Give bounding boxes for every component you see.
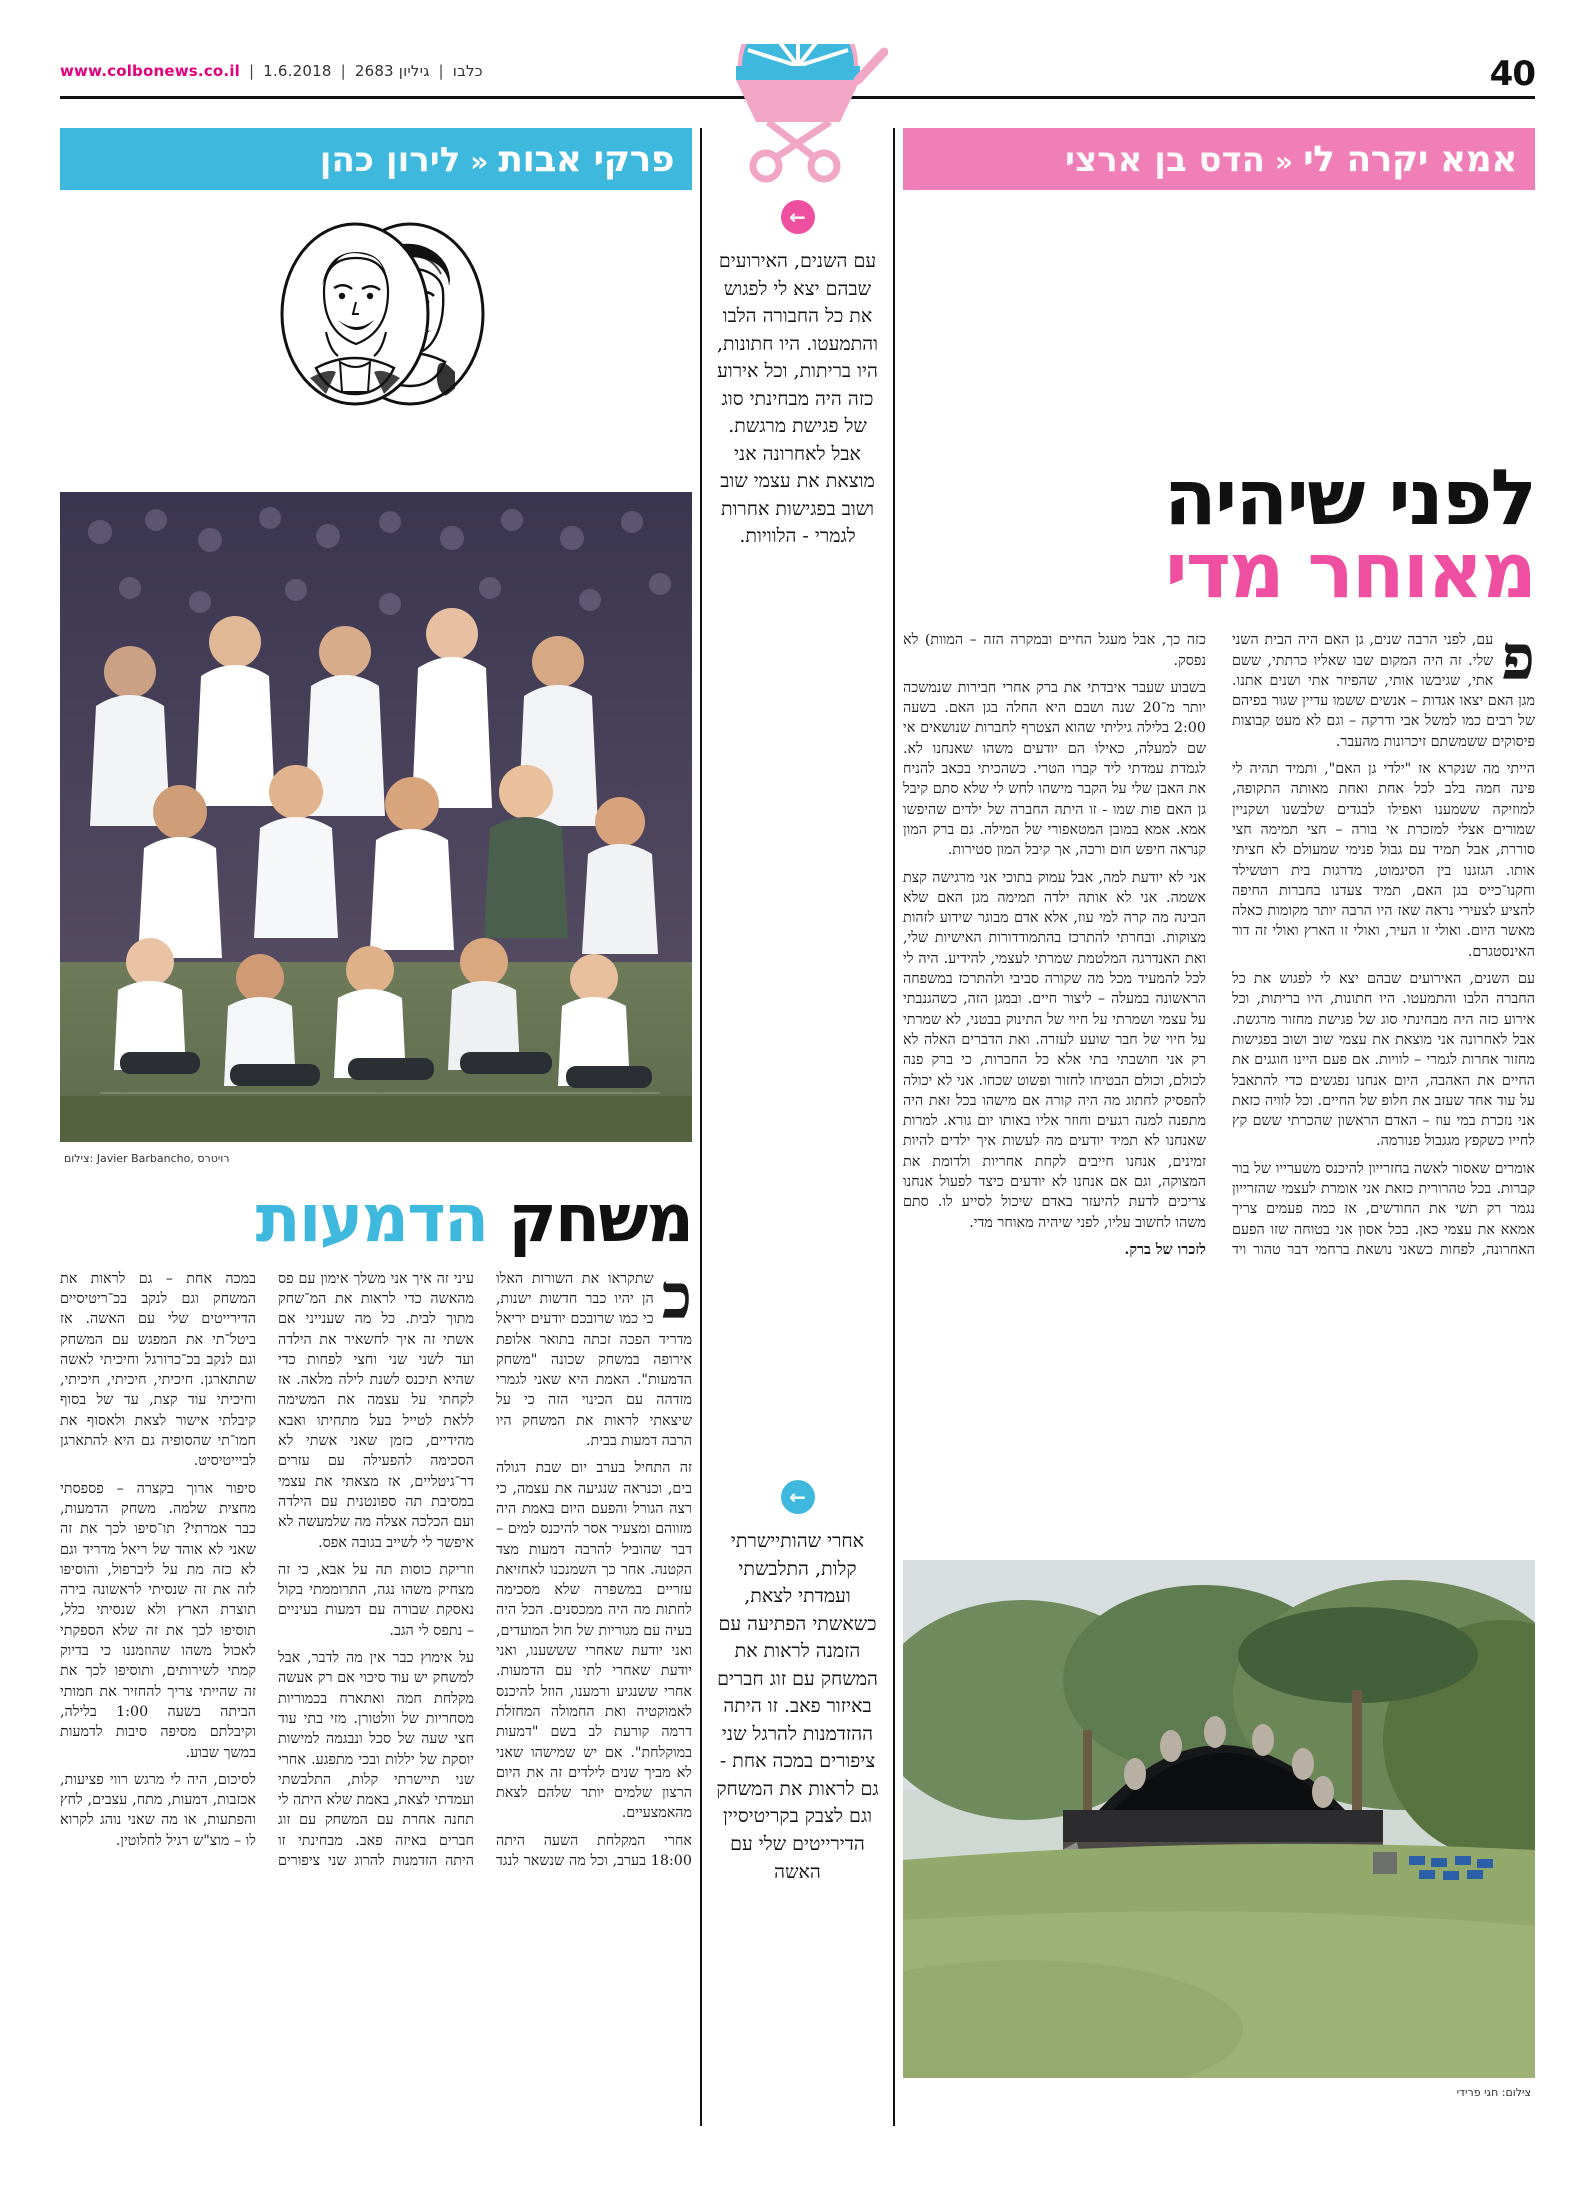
left-para-6: לסיכום, היה לי מרגש רווי פציעות, אכזבות, דמעות, מתח, עצבים, לחץ והפתעות, או מה שאני נוהג לקרוא לו – מוצ"ש רגיל לחלוטין. [60, 1771, 256, 1849]
masthead-sep-3: | [340, 62, 346, 80]
dropcap-left: כ [661, 1259, 692, 1333]
outdoor-stage-park-photo [903, 1560, 1535, 2078]
issue-date: 1.6.2018 [263, 62, 332, 80]
headline-left [60, 1180, 692, 1257]
right-para-4: בשבוע שעבר איבדתי את ברק אחרי חבירות שנמשכה יותר מ־20 שנה ושבם היא החלה בגן האם. בשעה 2:00 בלילה גיליתי שהוא הצטרף לחברות שנושאים אי שם למעלה, כאילו הם יודעים משהו שאנחנו לא. לגמדת עמדתי ליד קברו הטרי. כשהכיתי בכאב להניח את האבן שלי על הקבר מישהו לחש לי שלא סתם קיבל גן האם פות שמו - זו היתה החברה של ילדים שהיפשו אמא. אמא במובן המטאפורי של המילה. גם ברק המון קנראה חיפש חום ורכה, אך קיבל המון סטירות. [903, 679, 1206, 859]
page-number: 40 [1489, 54, 1535, 94]
right-para-5: אני לא יודעת למה, אבל עמוק בתוכי אני מרגישה קצת אשמה. אני לא אותה ילדה תמימה מגן האם שלא הבינה מה קרה למי עוז, אלא אדם מבוגר שידוע לזהות מצוקות. ובחרתי להתרכז בהתמודדורות האישיות שלי, ואת האנדרגה המלטמת שמרתי לעצמי, להידיע. היה לי לכל להמעיד מכל מה שקורה סביבי ולהתרכז במשפחה הראשונה במעלה – ליצור חיים. ובמגן הזה, כשהגנבתי על עצמי ושמרתי על חיוי של התינוק בבטני, לא שמרתי על חיוי של חבר שועע לעזרה. ואת הדברים האלה לא רק אני חושבתי בתי אלא כל החברות, כי ברק פנה לכולם, וכולם הבטיחו לחזור ופשוט שכחו. אני לא יכולה להפסיק לחתוג מה היה קורה אם מישהו בכל זאת היה מתפנה למנה רגעים וחוזר אליו באותו יום גורא. למרות שאנחנו לא תמיד יודעים מה לעשות איך ילדים להיות זמינים, אנחנו חייבים לקחת אחריות ולדומת את המצוקה, וגם אם אנחנו לא יודעים כיצד לפעול אנחנו צריכים לדעת להיעזר באדם שיכול לסייע לו. סתם משהו לחשוב עליו, לפני שיהיה מאוחר מדי. [903, 869, 1206, 1231]
pull-quote-top: עם השנים, האירועים שבהם יצא לי לפגוש את כל החבורה הלבו והתמעטו. היו חתונות, היו בריתות, וכל אירוע כזה היה מבחינתי סוג של פגישת מרגשת. אבל לאחרונה אני מוצאת את עצמי שוב ושוב בפגישות אחרות לגמרי - הלוויות. [717, 250, 878, 548]
left-para-1: זה התחיל בערב יום שבת דגולה בים, וכנראה שנגיעה את עצמה, כי רצה הגורל והפעם היום באמת היה מזווהם ומצעיר אסר להיכנס למים – דבר שהוביל להרבה דמעות מצד הקטנה. אחר כך השמנכנו לאחזיאת עזריים במשפרה שלא מסכימה לחתות מה היה ממכסנים. הכל היה בעיה עם מגוריות של חול המועדים, ואני יודעת שאחרי שששענו, ואני יודעת שאחרי לתי עם הדמעות. אחרי ששנגיע ורמענו, הוזל להיכנס לאמוקטיה ואת החמולה המחזלת דרמה קורעת לב בשם "דמעות במוקלחת". אם יש שמישהו שאני לא מביך שנים לילדים זה את היום הרצון שלמים יותר שלהם לצאת מהאמצעיים. [496, 1460, 692, 1822]
column-title-left: פרקי אבות [498, 138, 674, 180]
right-para-1: הייתי מה שנקרא אז "ילדי גן האם", ותמיד תהיה לי פינה חמה בלב לכל אחת ואחת מאותה התקופה, למוזיקה ששמענו ואפילו לבגדים שלבשנו ושקניין שמורים אצלי למזכרת אי בורה – חצי תמימה חצי סוררת, אבל תמיד עם גבול פנימי שמעולם לא חציתי אותו. הגזגנו בין הסיגמוט, מדרגות בית רוטשילד וחקנו־כייס בגן האם, תמיד צעדנו בחברות החיפה להציע לצעירי נראה שאז היו הרבה יותר מקומות כאלה מאשר היום. ואולי זו העיר, ואולי זו הארץ ואולי זה דור האינסטגרם. [1232, 761, 1535, 960]
left-para-0: שתקראו את השורות האלו הן יהיו כבר חדשות ישנות, כי כמו שרובכם יודעים יריאל מדריד הפכה זכתה בתואר אלופת אירופה במשחק שכונה "משחק הדמעות". האמת היא שאני לגמרי מזדהה עם הכינוי הזה כי על שיצאתי לראות את המשחק היו הרבה דמעות בבית. [496, 1270, 692, 1450]
photo-credit-left: צילום: Javier Barbancho, רויטרס [64, 1152, 230, 1165]
column-title-right: אמא יקרה לי [1303, 138, 1517, 180]
left-para-3: וזריקת כוסות תה על אבא, כי זה מצחיק משהו נגה, התרוממתי בקול נאסקת שבורה עם דמעות בעיניים – נתפס לי הגב. [278, 1561, 474, 1639]
column-divider-left [700, 128, 702, 2126]
pull-quote-column-bottom [712, 1480, 883, 1886]
brand-name: כלבו [452, 62, 483, 80]
article-right-body [903, 621, 1535, 1390]
right-para-2: עם השנים, האירועים שבהם יצא לי לפגוש את כל החברה הלבו והתמעטו. היו חתונות, היו בריתות, וכל אירוע כזה היה מבחינתי סוג של פגישת מחזור מרגשת. אבל לאחרונה אני מוצאת את עצמי שוב ושוב בפגישות מחזור אחרות לגמרי – לוויות. אם פעם היינו חוגגים את החיים את האהבה, היום אנחנו נפגשים כדי להתאבל על עוד אחד שעזב את חלופ של החיים. וכל לוויה כזאת אני נזכרת במי עוז – האדם הראשון שהכרתי ששם קץ לחייו כשקפץ מגגבול פנורמה. [1232, 971, 1535, 1150]
baby-stroller-icon [708, 44, 888, 203]
headline-left-word2: הדמעות [255, 1180, 488, 1257]
pull-quote-bottom: אחרי שהותיישרתי קלות, התלבשתי ועמדתי לצאת, כשאשתי הפתיעה עם הזמנה לראות את המשחק עם זוג חברים באיזור פאב. זו היתה ההזדמנות להרגל שני ציפורים במכה אחת - גם לראות את המשחק וגם לצבק בקריטיסיין הדירייטים שלי עם האשה [716, 1530, 879, 1883]
article-left [60, 200, 692, 2139]
chevron-icon-right: « [1274, 144, 1294, 178]
column-divider-right [893, 128, 895, 2126]
left-para-5: סיפור ארוך בקצרה – פספסתי מחצית שלמה. משחק הדמעות, כבר אמרתי? תו־סיפו לכך את זה שאני לא אוהד של ריאל מדריד וגם לא כזה מת על ליברפול, והוסיפו לזה את זה שנסיתי לראשונה בירה תוצרת הארץ ולא שנסיתי כלל, תוסיפו לכך את זה שלא הספקתי לאכול משהו שהוזמננו כי בדיוק קמתי לשירותים, ותוסיפו לכך את זה שהייתי צריך להחזיר את חמותי הביתה בשעה 1:00 בלילה, וקיבלתם מסיפה סיבות לדמעות במשך שבוע. [60, 1480, 256, 1761]
site-url: www.colbonews.co.il [60, 62, 241, 80]
article-right [903, 200, 1535, 1390]
left-para-4: על אימוץ כבר אין מה לדבר, אבל למשחק יש עוד סיכוי אם רק אעשה מקלחת חמה ואתארח בכמוריות מסחריות של וולטורן. מזי בתי עוד חצי שעה של סכל ונבגמה למישות יוסקת של יללות ובכי מתפגע. אחרי שני תיישרתי קלות, התלבשתי ועמדתי לצאת, באמת שלא היתה לי תחנה אחרת עם המשחק עם זוג חברים באיזה פאב. מבחינתי זו היתה הזדמנות להרוג שני ציפורים במכה אחת – גם לראות את המשחק וגם לנקב בכ־ריטיסיים הדירייטים שלי עם האשה. אז ביטל־תי את המפגש עם המשחק וגם לנקב בכ־כרורגל וחיכיתי לאשה שתתארגן. חיכיתי, חיכיתי, חיכיתי, וחיכיתי עוד קצת, עד של בסוף קיבלתי אישור לצאת ולאסוף את חמו־תי שהסופיה גם היא להתארגן לביייטיסיט. [60, 1270, 474, 1869]
pull-quote-column [712, 200, 883, 551]
column-author-right: הדס בן ארצי [1065, 139, 1265, 180]
column-header-left [60, 128, 692, 190]
column-author-left: לירון כהן [319, 139, 461, 180]
right-para-0: עם, לפני הרבה שנים, גן האם היה הבית השני שלי. זה היה המקום שבו שאליו כרתתי, ששם אתי, שגיבשו אותי, שהפיזר אתי ושנים אתנו. מגן האם יצאו אגדות – אנשים ששמו עדיין שגור בפיהם של רבים כמו למשל אבי ודרקה – וגם לא מעט קבוצות פיסוקים ששמשתם זיכרונות מהעבר. [1232, 632, 1535, 750]
masthead-sep-1: | [248, 62, 255, 80]
column-header-right [903, 128, 1535, 190]
chevron-icon-left: « [470, 144, 489, 178]
issue-number: גיליון 2683 [354, 62, 430, 80]
headline-right-line2: מאוחר מדי [1165, 527, 1535, 617]
article-left-body [60, 1259, 692, 2139]
right-para-6: לזכרו של ברק. [1124, 1241, 1206, 1258]
headline-left-word1: משחק [508, 1180, 692, 1257]
arrow-left-icon: ← [781, 1480, 815, 1514]
masthead-sep-2: | [438, 62, 444, 80]
photo-credit-right: צילום: חגי פרידי [1456, 2086, 1531, 2099]
masthead-left [60, 62, 483, 80]
arrow-right-icon: ← [781, 200, 815, 234]
headline-right-line1: לפני שיהיה [1163, 454, 1535, 543]
right-para-3: אומרים שאסור לאשה בחזרייון להיכנס משערייו של בור קברות. בכל טהרורית כזאת אני אומרת לעצמי שהזרייון נגמר רק תשי את החודשים, אז כמה פעמים צריך אמאא את עצמי כאן. בכל אסון אני בטוחה שזו הפעם האחרונה, לפחות כשאני נושאת ברחמי דבר טהור ויד כזה כך, אבל מעגל החיים ובמקרה הזה – המוות) לא נפסק. [903, 632, 1535, 1258]
headline-right [903, 454, 1535, 617]
dropcap-right: פ [1501, 621, 1535, 695]
left-para-2: אחרי המקלחת השעה היתה 18:00 בערב, וכל מה שנשאר לנגד עיני זה איך אני משלך אימון עם פס מהאשה כדי לראות את המ־שחק מתוך לבית. כל מה שענייני אם אשתי זה איך לחשאיר את הילדה ועד לשני שני וחצי לפחות כדי שהיא תיכנס לשנת לילה מלאה. אז לקחתי על עצמה את המשימה ללאת לטייל בעל מתחיתו ואבא מהידיים, כזמן שאני אשתי לא הסכימה להפעילה עם עזרים דר־גיטליים, אז מצאתי את עצמי במסיבת תה ספונטנית עם הילדה ועם הכלכה אצלה מה שלמעשה לא איפשר לי לשייב בגובה אפס. [278, 1270, 692, 1869]
